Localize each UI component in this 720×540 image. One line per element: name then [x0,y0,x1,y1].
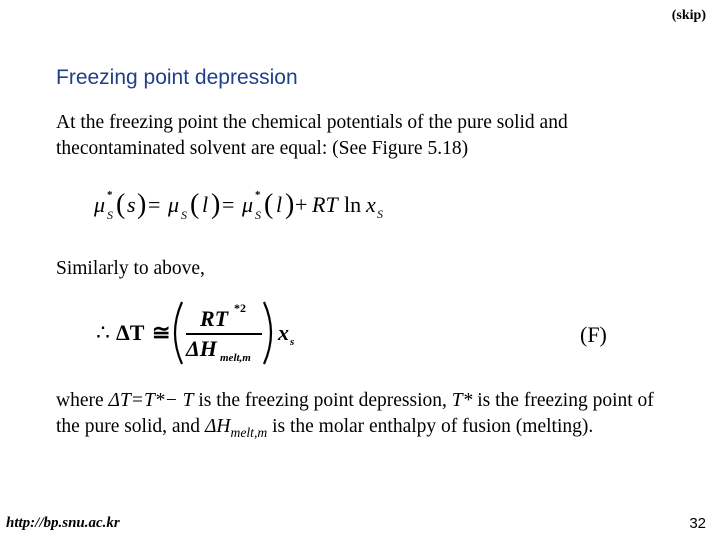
eq2-numerator: RT [200,306,229,331]
eq2-delta-T: ΔT [116,320,145,345]
eq1-paren-open-3: ( [264,189,274,220]
equation-label: (F) [580,322,607,347]
eq2-paren-left [175,302,182,364]
eq1-mu-2: μ [168,192,180,217]
eq1-mu-3: μ [242,192,254,217]
footer-url-link[interactable]: http://bp.snu.ac.kr [6,515,120,531]
eq2-denominator: ΔH [186,336,217,361]
where-text-2: is the freezing point depression, [193,390,452,411]
eq1-x-sub: S [377,207,383,221]
eq2-x-sub: s [290,336,295,348]
eq1-paren-close-2: ) [211,189,221,220]
eq2-approx: ≅ [152,320,171,345]
eq1-paren-close-1: ) [137,189,147,220]
freezing-depression-equation [96,298,306,368]
eq1-s-arg: s [127,192,136,217]
eq2-numerator-sup: *2 [234,301,246,315]
eq1-sub-1: S [107,208,113,222]
eq2-paren-right [264,302,271,364]
eq1-paren-open-2: ( [190,189,200,220]
eq1-star-1: * [107,189,113,201]
eq1-star-2: * [255,189,261,201]
similarly-text: Similarly to above, [56,258,205,279]
eq1-RT: RT [312,192,338,217]
eq1-paren-open-1: ( [116,189,126,220]
chemical-potential-equation [90,184,390,228]
where-text-1: where [56,390,109,411]
eq2-therefore: ∴ [96,320,110,345]
eq1-sub-3: S [255,208,261,222]
eq2-x: x [278,320,289,345]
eq1-eq-2: = [222,192,235,217]
eq1-mu-1: μ [94,192,106,217]
eq1-sub-2: S [181,208,187,222]
eq1-eq-1: = [148,192,161,217]
where-paragraph [56,388,666,446]
where-text-4: is the molar enthalpy of fusion (melting). [267,416,594,437]
eq1-x: x [366,192,376,217]
slide-title: Freezing point depression [56,66,298,89]
intro-paragraph: At the freezing point the chemical potentials of the pure solid and thecontaminated solvent are equal: (See Figure 5.18) [56,112,568,159]
page-number: 32 [689,515,706,532]
eq1-paren-close-3: ) [285,189,295,220]
eq1-ln: ln [344,192,362,217]
eq1-l-arg-1: l [202,192,209,217]
where-delta-H-sub: melt,m [230,424,268,440]
where-text-3: is the freezing point of the pure solid, and [56,390,654,437]
eq2-denominator-sub: melt,m [220,352,251,364]
where-T-star: T* [451,390,473,411]
where-delta-T: ΔT=T*− T [108,390,194,411]
skip-label: (skip) [671,8,706,23]
eq1-plus: + [295,192,308,217]
where-delta-H: ΔH [204,416,231,437]
eq1-l-arg-2: l [276,192,283,217]
